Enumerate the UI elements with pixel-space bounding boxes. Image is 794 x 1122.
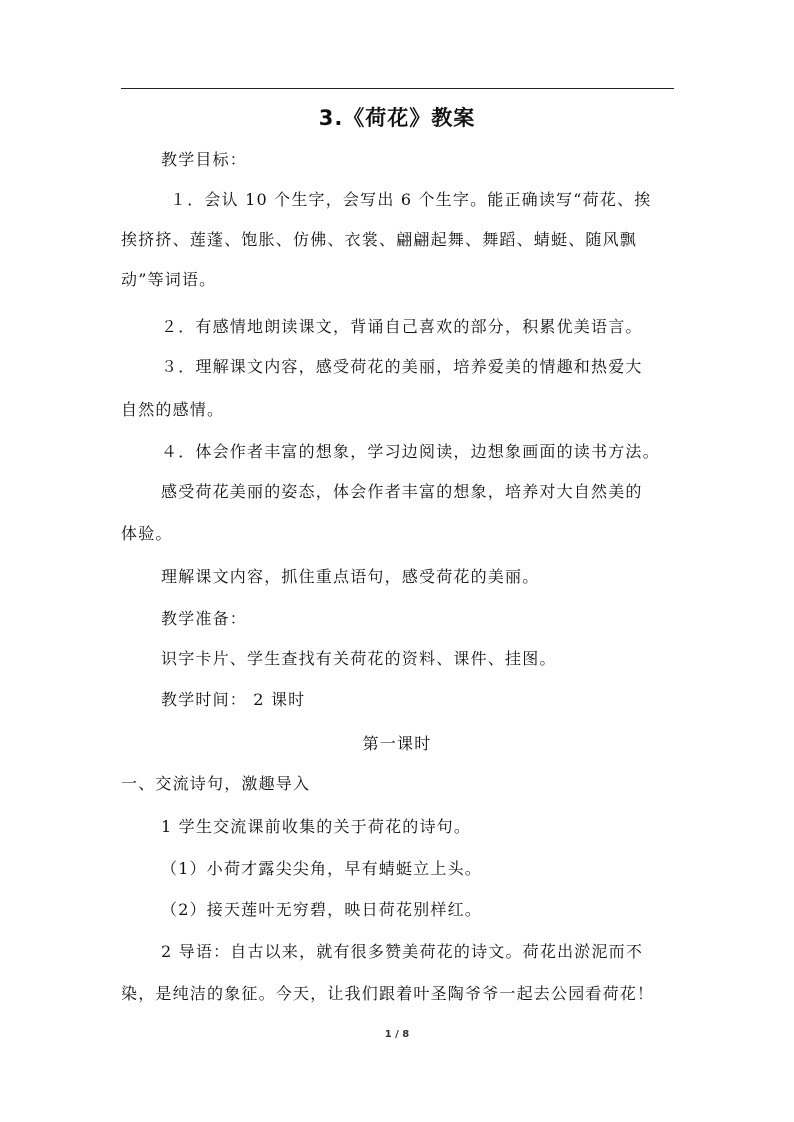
goal-1-line-2: 挨挤挤、莲蓬、饱胀、仿佛、衣裳、翩翩起舞、舞蹈、蜻蜓、随风飘 [121,230,638,249]
goal-3-line-2: 自然的感情。 [121,400,225,419]
goal-3-line-1: ３．理解课文内容，感受荷花的美丽，培养爱美的情趣和热爱大 [161,357,643,376]
goal-2: ２．有感情地朗读课文，背诵自己喜欢的部分，积累优美语言。 [161,317,643,336]
goal-4: ４．体会作者丰富的想象，学习边阅读，边想象画面的读书方法。 [161,442,660,461]
goal-1-line-1: １．会认 10 个生字，会写出 6 个生字。能正确读写“荷花、挨 [170,190,652,209]
teaching-time: 教学时间： 2 课时 [161,690,306,709]
focus-line-2: 体验。 [121,524,173,543]
intro-line-1: 2 导语：自古以来，就有很多赞美荷花的诗文。荷花出淤泥而不 [161,942,644,961]
section-heading-goals: 教学目标： [161,150,248,169]
goal-1-line-3: 动”等词语。 [121,270,217,289]
poem-line-2: （2）接天莲叶无穷碧，映日荷花别样红。 [161,900,482,919]
document-title: 3.《荷花》教案 [318,106,476,130]
section-heading-preparation: 教学准备： [161,609,248,628]
page-number: 1 / 8 [384,1029,410,1040]
preparation-line: 识字卡片、学生查找有关荷花的资料、课件、挂图。 [161,649,557,668]
difficulty-line: 理解课文内容，抓住重点语句，感受荷花的美丽。 [161,567,540,586]
header-rule [121,88,674,89]
focus-line-1: 感受荷花美丽的姿态，体会作者丰富的想象，培养对大自然美的 [161,482,643,501]
poem-line-1: （1）小荷才露尖尖角，早有蜻蜓立上头。 [161,859,482,878]
step-1-heading: 一、交流诗句，激趣导入 [121,774,311,793]
lesson-heading: 第一课时 [362,734,432,753]
intro-line-2: 染，是纯洁的象征。今天，让我们跟着叶圣陶爷爷一起去公园看荷花！ [121,984,655,1003]
step-1-item-1: 1 学生交流课前收集的关于荷花的诗句。 [161,817,472,836]
